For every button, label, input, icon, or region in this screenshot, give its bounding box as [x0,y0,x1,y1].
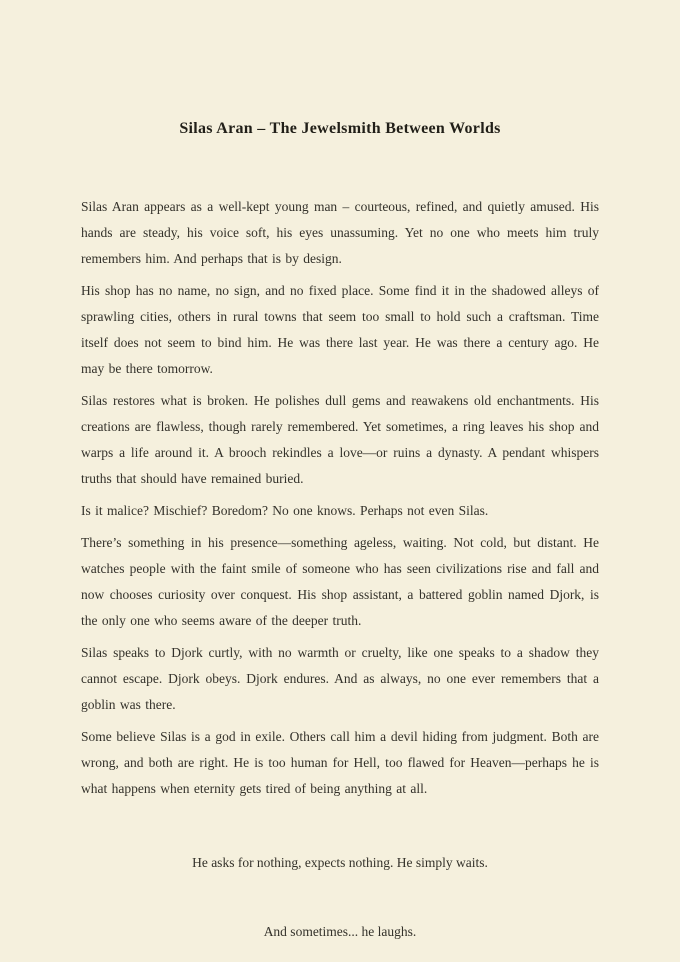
document-body [81,194,599,802]
page-title: Silas Aran – The Jewelsmith Between Worlds [179,120,501,137]
paragraph-malice: Is it malice? Mischief? Boredom? No one knows. Perhaps not even Silas. [81,503,489,518]
paragraph-intro: Silas Aran appears as a well-kept young man – courteous, refined, and quietly amused. His hands are steady, his voice soft, his eyes unassuming. Yet no one who meets him truly remembers him. And perhaps that is by design. [81,199,599,266]
paragraph-god-in-exile: Some believe Silas is a god in exile. Others call him a devil hiding from judgment. Both are wrong, and both are right. He is too human for Hell, too flawed for Heaven—perhaps he is what happens when eternity gets tired of being anything at all. [81,729,599,796]
paragraph-djork: Silas speaks to Djork curtly, with no warmth or cruelty, like one speaks to a shadow they cannot escape. Djork obeys. Djork endures. And as always, no one ever remembers that a goblin was there. [81,645,599,712]
paragraph-shop: His shop has no name, no sign, and no fixed place. Some find it in the shadowed alleys of sprawling cities, others in rural towns that seem too small to hold such a craftsman. Time itself does not seem to bind him. He was there last year. He was there a century ago. He may be there tomorrow. [81,283,599,376]
closing-line-laughs: And sometimes... he laughs. [263,924,417,939]
paragraph-presence: There’s something in his presence—something ageless, waiting. Not cold, but distant. He watches people with the faint smile of someone who has seen civilizations rise and fall and now chooses curiosity over conquest. His shop assistant, a battered goblin named Djork, is the only one who seems aware of the deeper truth. [81,535,599,628]
paragraph-restores: Silas restores what is broken. He polishes dull gems and reawakens old enchantments. His creations are flawless, though rarely remembered. Yet sometimes, a ring leaves his shop and warps a life around it. A brooch rekindles a love—or ruins a dynasty. A pendant whispers truths that should have remained buried. [81,393,599,486]
closing-line-waits: He asks for nothing, expects nothing. He simply waits. [192,855,488,870]
